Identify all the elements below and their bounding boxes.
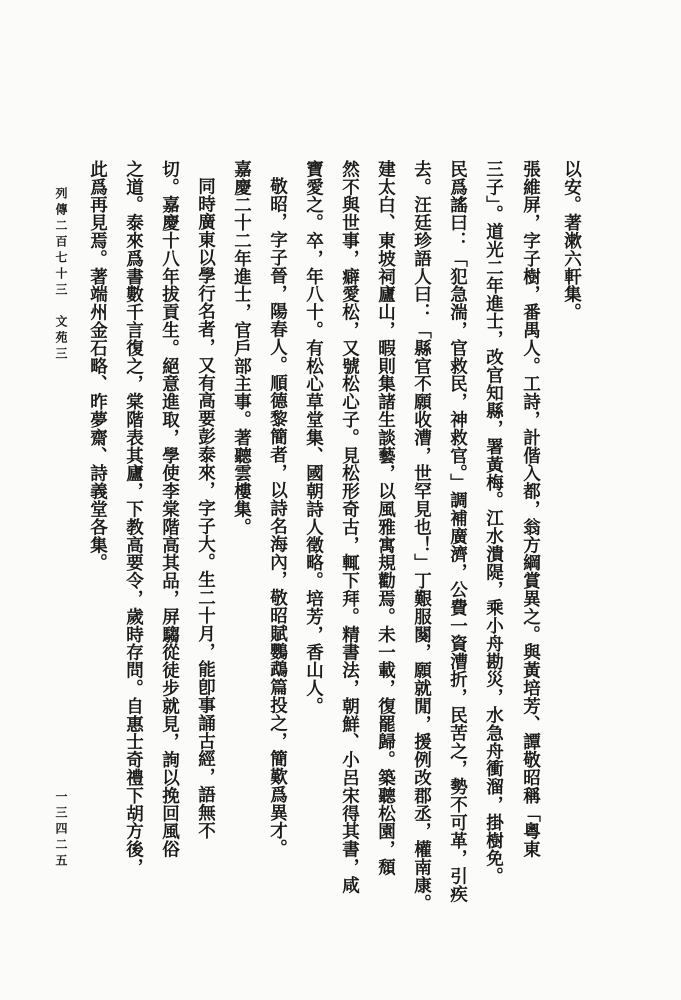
text-column-1: 以安。著漱六軒集。 — [561, 160, 582, 322]
text-column-3: 三子」。道光二年進士，改官知縣，署黃梅。江水潰隄，乘小舟勘災，水急舟衝溜，掛樹免。 — [483, 160, 504, 886]
text-column-4: 民爲謠曰：「犯急湍，官救民，神救官。」調補廣濟，公費一資漕折，民苦之，勢不可革，引疾 — [447, 160, 468, 904]
text-column-2: 張維屏，字子樹，番禺人。工詩，計偕入都，翁方綱賞異之。與黃培芳、譚敬昭稱「粵東 — [520, 160, 541, 859]
text-column-9: 敬昭，字子晉，陽春人。順德黎簡者，以詩名海內，敬昭賦鸚鵡篇投之，簡歎爲異才。 — [267, 177, 288, 858]
text-column-11: 同時廣東以學行名者，又有高要彭泰來，字子大。生二十月，能卽事誦古經，語無不 — [195, 177, 216, 840]
page-number: 一三四二五 — [54, 790, 68, 870]
text-column-7: 然不與世事，癖愛松，又號松心子。見松形奇古，輒下拜。精書法，朝鮮、小呂宋得其書，咸 — [339, 160, 360, 894]
text-column-8: 寶愛之。卒，年八十。有松心草堂集、國朝詩人徵略。培芳，香山人。 — [303, 160, 324, 715]
text-column-5: 去。汪廷珍語人曰：「縣官不願收漕，世罕見也！」丁艱服闋，願就閒，援例改郡丞，權南康。 — [411, 160, 432, 912]
text-column-12: 切。嘉慶十八年拔貢生。絕意進取，學使李棠階高其品，屏騶從徒步就見，詢以挽回風俗 — [159, 160, 180, 859]
text-column-14: 此爲再見焉。著端州金石略、昨夢齋、詩義堂各集。 — [87, 160, 108, 572]
text-column-10: 嘉慶二十二年進士，官戶部主事。著聽雲樓集。 — [231, 160, 252, 536]
text-column-6: 建太白、東坡祠廬山，暇則集諸生談藝，以風雅寓規勸焉。未一載，復罷歸。築聽松園，頹 — [375, 160, 396, 876]
section-footer: 列傳二百七十三 文苑三 — [54, 187, 68, 363]
text-column-13: 之道。泰來爲書數千言復之，棠階表其廬，下教高要令，歲時存問。自惠士奇禮下胡方後， — [123, 160, 144, 876]
